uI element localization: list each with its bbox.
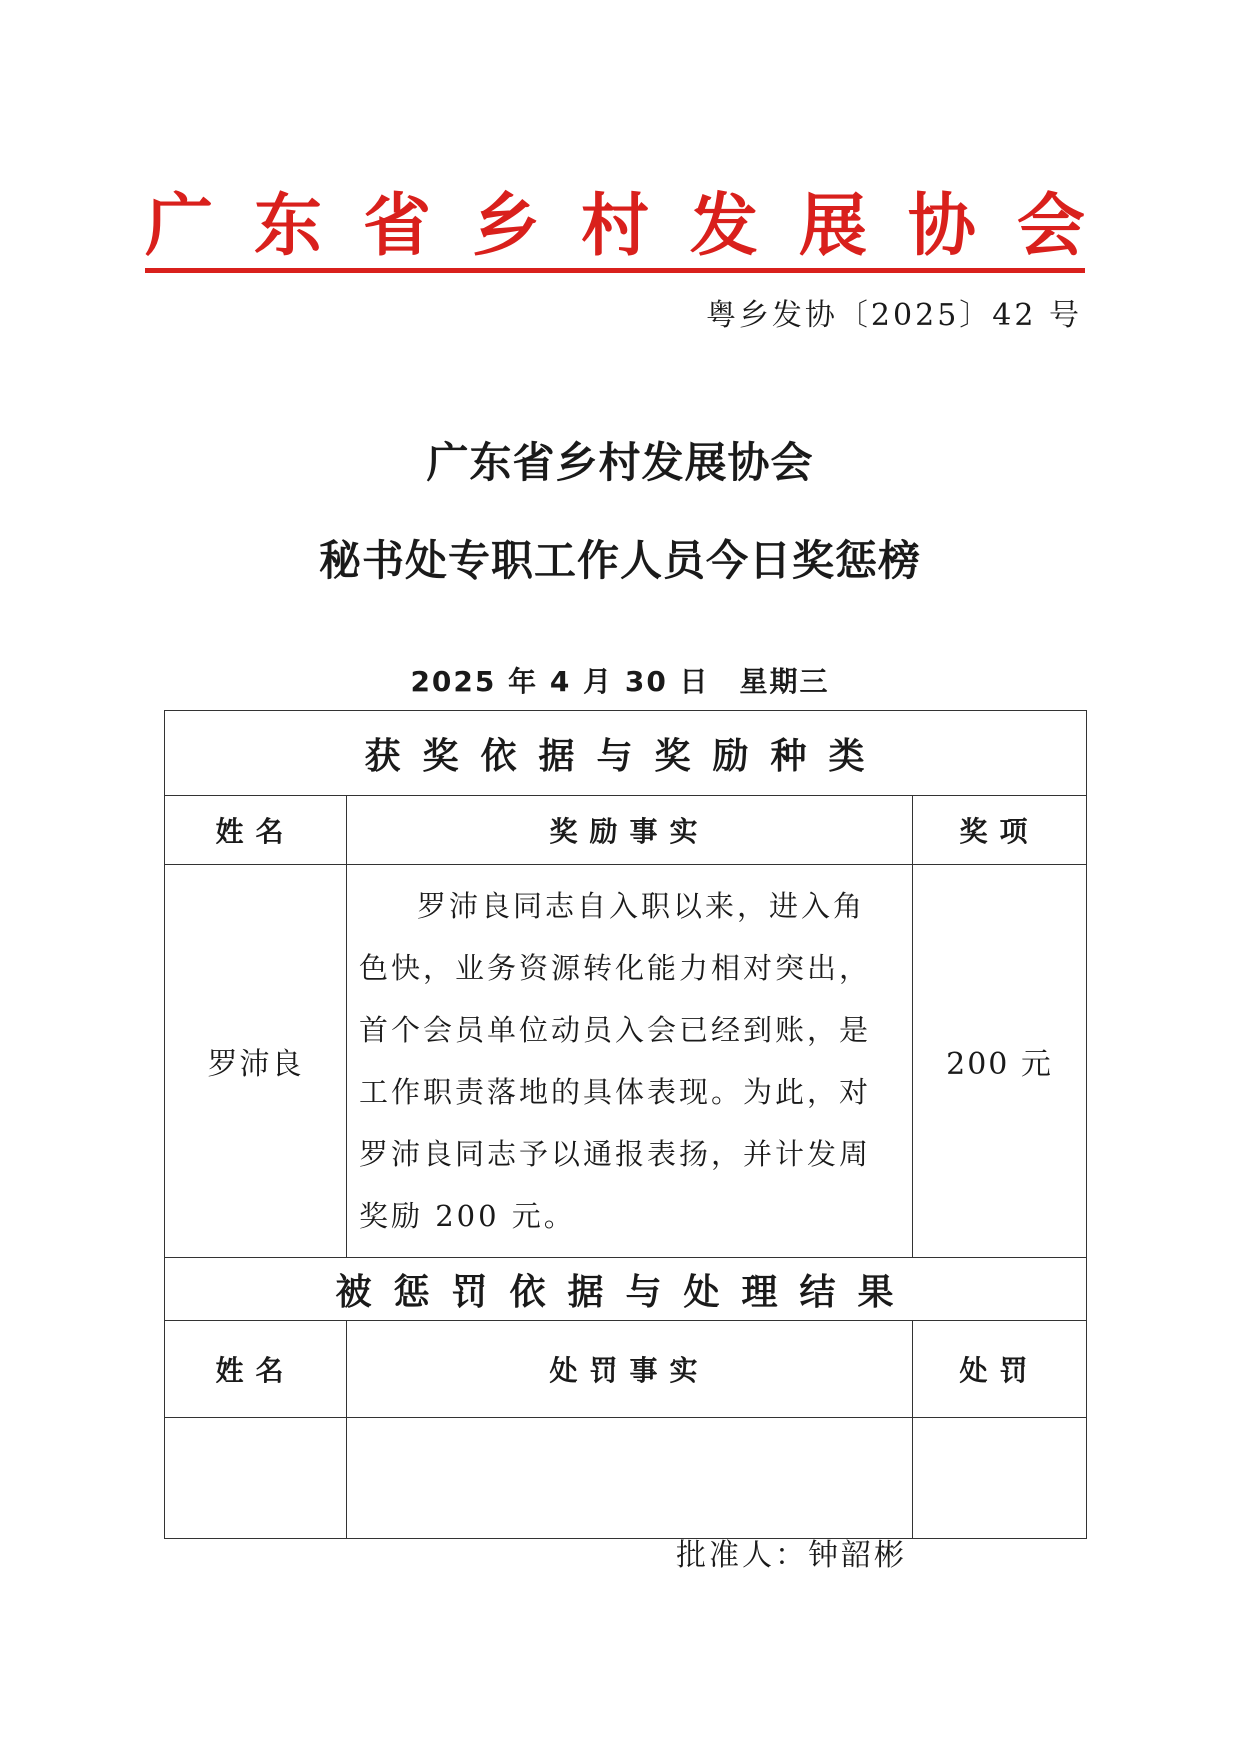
punishment-section-title: 被惩罚依据与处理结果 [165,1258,1087,1321]
reward-name: 罗沛良 [165,865,347,1258]
approver: 批准人：钟韶彬 [676,1538,907,1573]
reward-col-award: 奖项 [913,796,1087,865]
punishment-col-facts: 处罚事实 [347,1321,913,1418]
punishment-col-penalty: 处罚 [913,1321,1087,1418]
masthead [145,175,1085,265]
document-number: 粤乡发协〔2025〕42 号 [705,298,1082,333]
punishment-col-name: 姓名 [165,1321,347,1418]
masthead-char: 发 [689,185,758,266]
title-line-1: 广东省乡村发展协会 [426,438,814,487]
reward-facts-cell [347,865,913,1258]
masthead-char: 村 [580,185,649,266]
masthead-divider [145,268,1085,273]
reward-col-name: 姓名 [165,796,347,865]
masthead-char: 协 [907,185,976,266]
masthead-char: 会 [1016,185,1085,266]
masthead-char: 东 [253,185,322,266]
masthead-char: 展 [798,185,867,266]
reward-col-facts: 奖励事实 [347,796,913,865]
reward-award: 200 元 [913,865,1087,1258]
reward-punishment-table [164,710,1087,1539]
reward-section-title: 获奖依据与奖励种类 [165,711,1087,796]
title-line-2: 秘书处专职工作人员今日奖惩榜 [318,536,921,585]
masthead-char: 乡 [471,185,540,266]
punishment-facts-empty [347,1418,913,1539]
reward-facts: 罗沛良同志自入职以来，进入角色快，业务资源转化能力相对突出，首个会员单位动员入会已经到账，是工作职责落地的具体表现。为此，对罗沛良同志予以通报表扬，并计发周奖励 200 元。 [359,889,872,1233]
punishment-name-empty [165,1418,347,1539]
date-line: 2025 年 4 月 30 日 星期三 [410,665,830,698]
masthead-char: 省 [362,185,431,266]
punishment-penalty-empty [913,1418,1087,1539]
masthead-char: 广 [145,185,214,266]
